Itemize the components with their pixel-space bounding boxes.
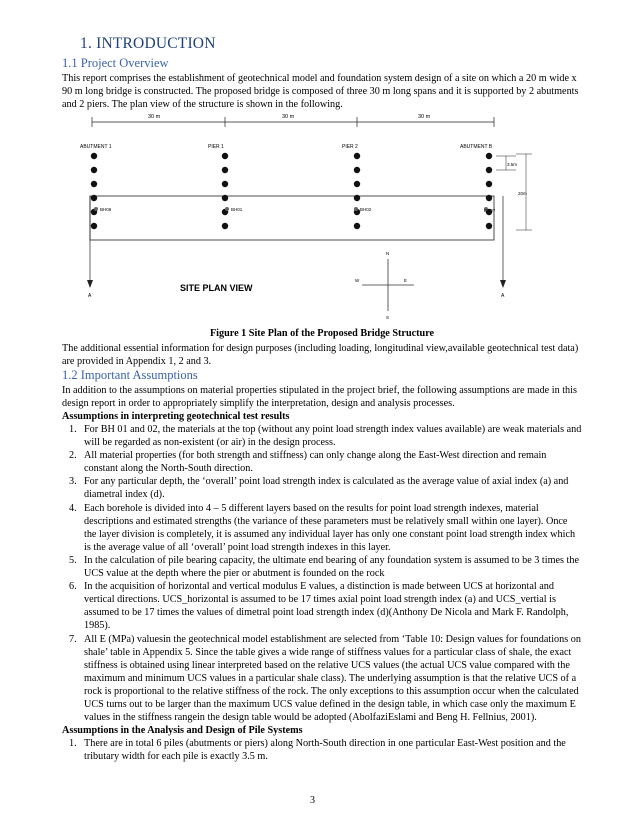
compass-north: N	[386, 251, 390, 256]
dimension-bridge-width: 20m	[518, 191, 527, 196]
list-item: 7. All E (MPa) valuesin the geotechnical model establishment are selected from ‘Table 10: Design values for foundations on shale’ table in Appendix 5. Since the table gives a wide range of stiffness values for a particular class of shale, the exact stiffness is obtained using linear interpreted based on the relative UCS values (the actual UCS value compared with the maximum and minimum UCS values in a particular shale class). The underlying assumption is that the relative UCS of a rock is proportional to the relative stiffness of the rock. The only exceptions to this assumption occur when the calculated UCS turns out to be larger than the maximum UCS value defined in the design table, in which case only the maximum E values in the stiffness rangein the design table would be adopted (AbolfaziEslami and Beng H. Fellnius, 2001).	[69, 633, 581, 724]
compass-east: E	[404, 278, 408, 283]
borehole-label-bh02: BH02	[360, 207, 372, 212]
site-plan-title: SITE PLAN VIEW	[180, 283, 253, 293]
site-plan-figure	[80, 108, 536, 323]
list-item: 1. There are in total 6 piles (abutments or piers) along North-South direction in one particular East-West position and the tributary width for each pile is exactly 3.5 m.	[69, 738, 566, 763]
span-label-1: 30 m	[148, 114, 161, 120]
heading-project-overview: 1.1 Project Overview	[62, 56, 169, 70]
after-figure-paragraph: The additional essential information for design purposes (including loading, longitudinal view,available geotechnical test data) are provided in Appendix 1, 2 and 3.	[62, 343, 579, 368]
list-item: 1. For BH 01 and 02, the materials at the top (without any point load strength index values available) are weak materials and will be regarded as non-existent (or air) in the design process.	[69, 424, 582, 449]
borehole-label-bh01: BH01	[231, 207, 243, 212]
pile-column-pier-1	[222, 153, 228, 229]
subheading-test-results: Assumptions in interpreting geotechnical test results	[62, 411, 290, 422]
compass-south: S	[386, 315, 390, 320]
pile-column-pier-2	[354, 153, 360, 229]
subheading-pile-systems: Assumptions in the Analysis and Design of Pile Systems	[62, 725, 303, 737]
pile-column-abutment-b	[486, 153, 492, 229]
bridge-deck-outline	[90, 196, 494, 240]
support-label-abutment-b: ABUTMENT B	[460, 144, 493, 150]
section-arrow-left	[87, 280, 93, 288]
compass-icon	[362, 259, 414, 311]
pile-column-abutment-1	[91, 153, 97, 229]
overview-paragraph: This report comprises the establishment of geotechnical model and foundation system design of a site on which a 20 m wide x 90 m long bridge is constructed. The proposed bridge is composed of three 30 m long spans and it is supported by 2 abutments and 2 piers. The plan view of the structure is shown in the following.	[62, 73, 579, 111]
figure-caption: Figure 1 Site Plan of the Proposed Bridge Structure	[209, 328, 435, 339]
section-mark-right: A	[501, 293, 505, 299]
page-number: 3	[310, 795, 315, 806]
list-item: 6. In the acquisition of horizontal and vertical modulus E values, a distinction is made between UCS at horizontal and vertical directions. UCS_horizontal is assumed to be 17 times axial point load strength index (a) and UCS_vertial is assumed to be 17 times the values of dimetral point load strength index (d)(Anthony De Nicola and Mark F. Randolph, 1985).	[69, 581, 569, 632]
support-label-pier-1: PIER 1	[208, 144, 224, 150]
section-mark-left: A	[88, 293, 92, 299]
dimension-pile-spacing: 3.5m	[507, 162, 518, 167]
span-label-2: 30 m	[282, 114, 295, 120]
list-item: 5. In the calculation of pile bearing capacity, the ultimate end bearing of any foundation system is assumed to be 3 times the UCS value at the depth where the pier or abutment is founded on the rock	[69, 554, 579, 580]
list-item: 4. Each borehole is divided into 4 – 5 different layers based on the results for point load strength indexes, material descriptions and estimated strengths (the variance of these parameters must be relatively small within one layer). Once the layer division is completely, it is assumed any individual layer has only one constant point load strength index which is the average value of all ‘overall’ point load strength indexes in this layer.	[69, 502, 576, 553]
support-label-pier-2: PIER 2	[342, 144, 358, 150]
borehole-label-bh06: BH06	[100, 207, 112, 212]
list-item: 3. For any particular depth, the ‘overall’ point load strength index is calculated as the average value of axial index (a) and diametral index (d).	[69, 476, 569, 501]
heading-important-assumptions: 1.2 Important Assumptions	[62, 368, 198, 382]
boreholes	[94, 207, 488, 211]
borehole-label-bh07: BH07	[484, 208, 496, 213]
compass-west: W	[355, 278, 360, 283]
list-item: 2. All material properties (for both strength and stiffness) can only change along the East-West direction and remain constant along the North-South direction.	[69, 450, 547, 475]
section-arrow-right	[500, 280, 506, 288]
assumptions-intro: In addition to the assumptions on material properties stipulated in the project brief, the following assumptions are made in this design report in order to appropriately simplify the interpretation, design and analysis processes.	[62, 385, 577, 410]
heading-introduction: 1. INTRODUCTION	[80, 35, 216, 52]
span-label-3: 30 m	[418, 114, 431, 120]
support-label-abutment-1: ABUTMENT 1	[80, 144, 112, 150]
assumptions-list-1	[62, 423, 582, 763]
